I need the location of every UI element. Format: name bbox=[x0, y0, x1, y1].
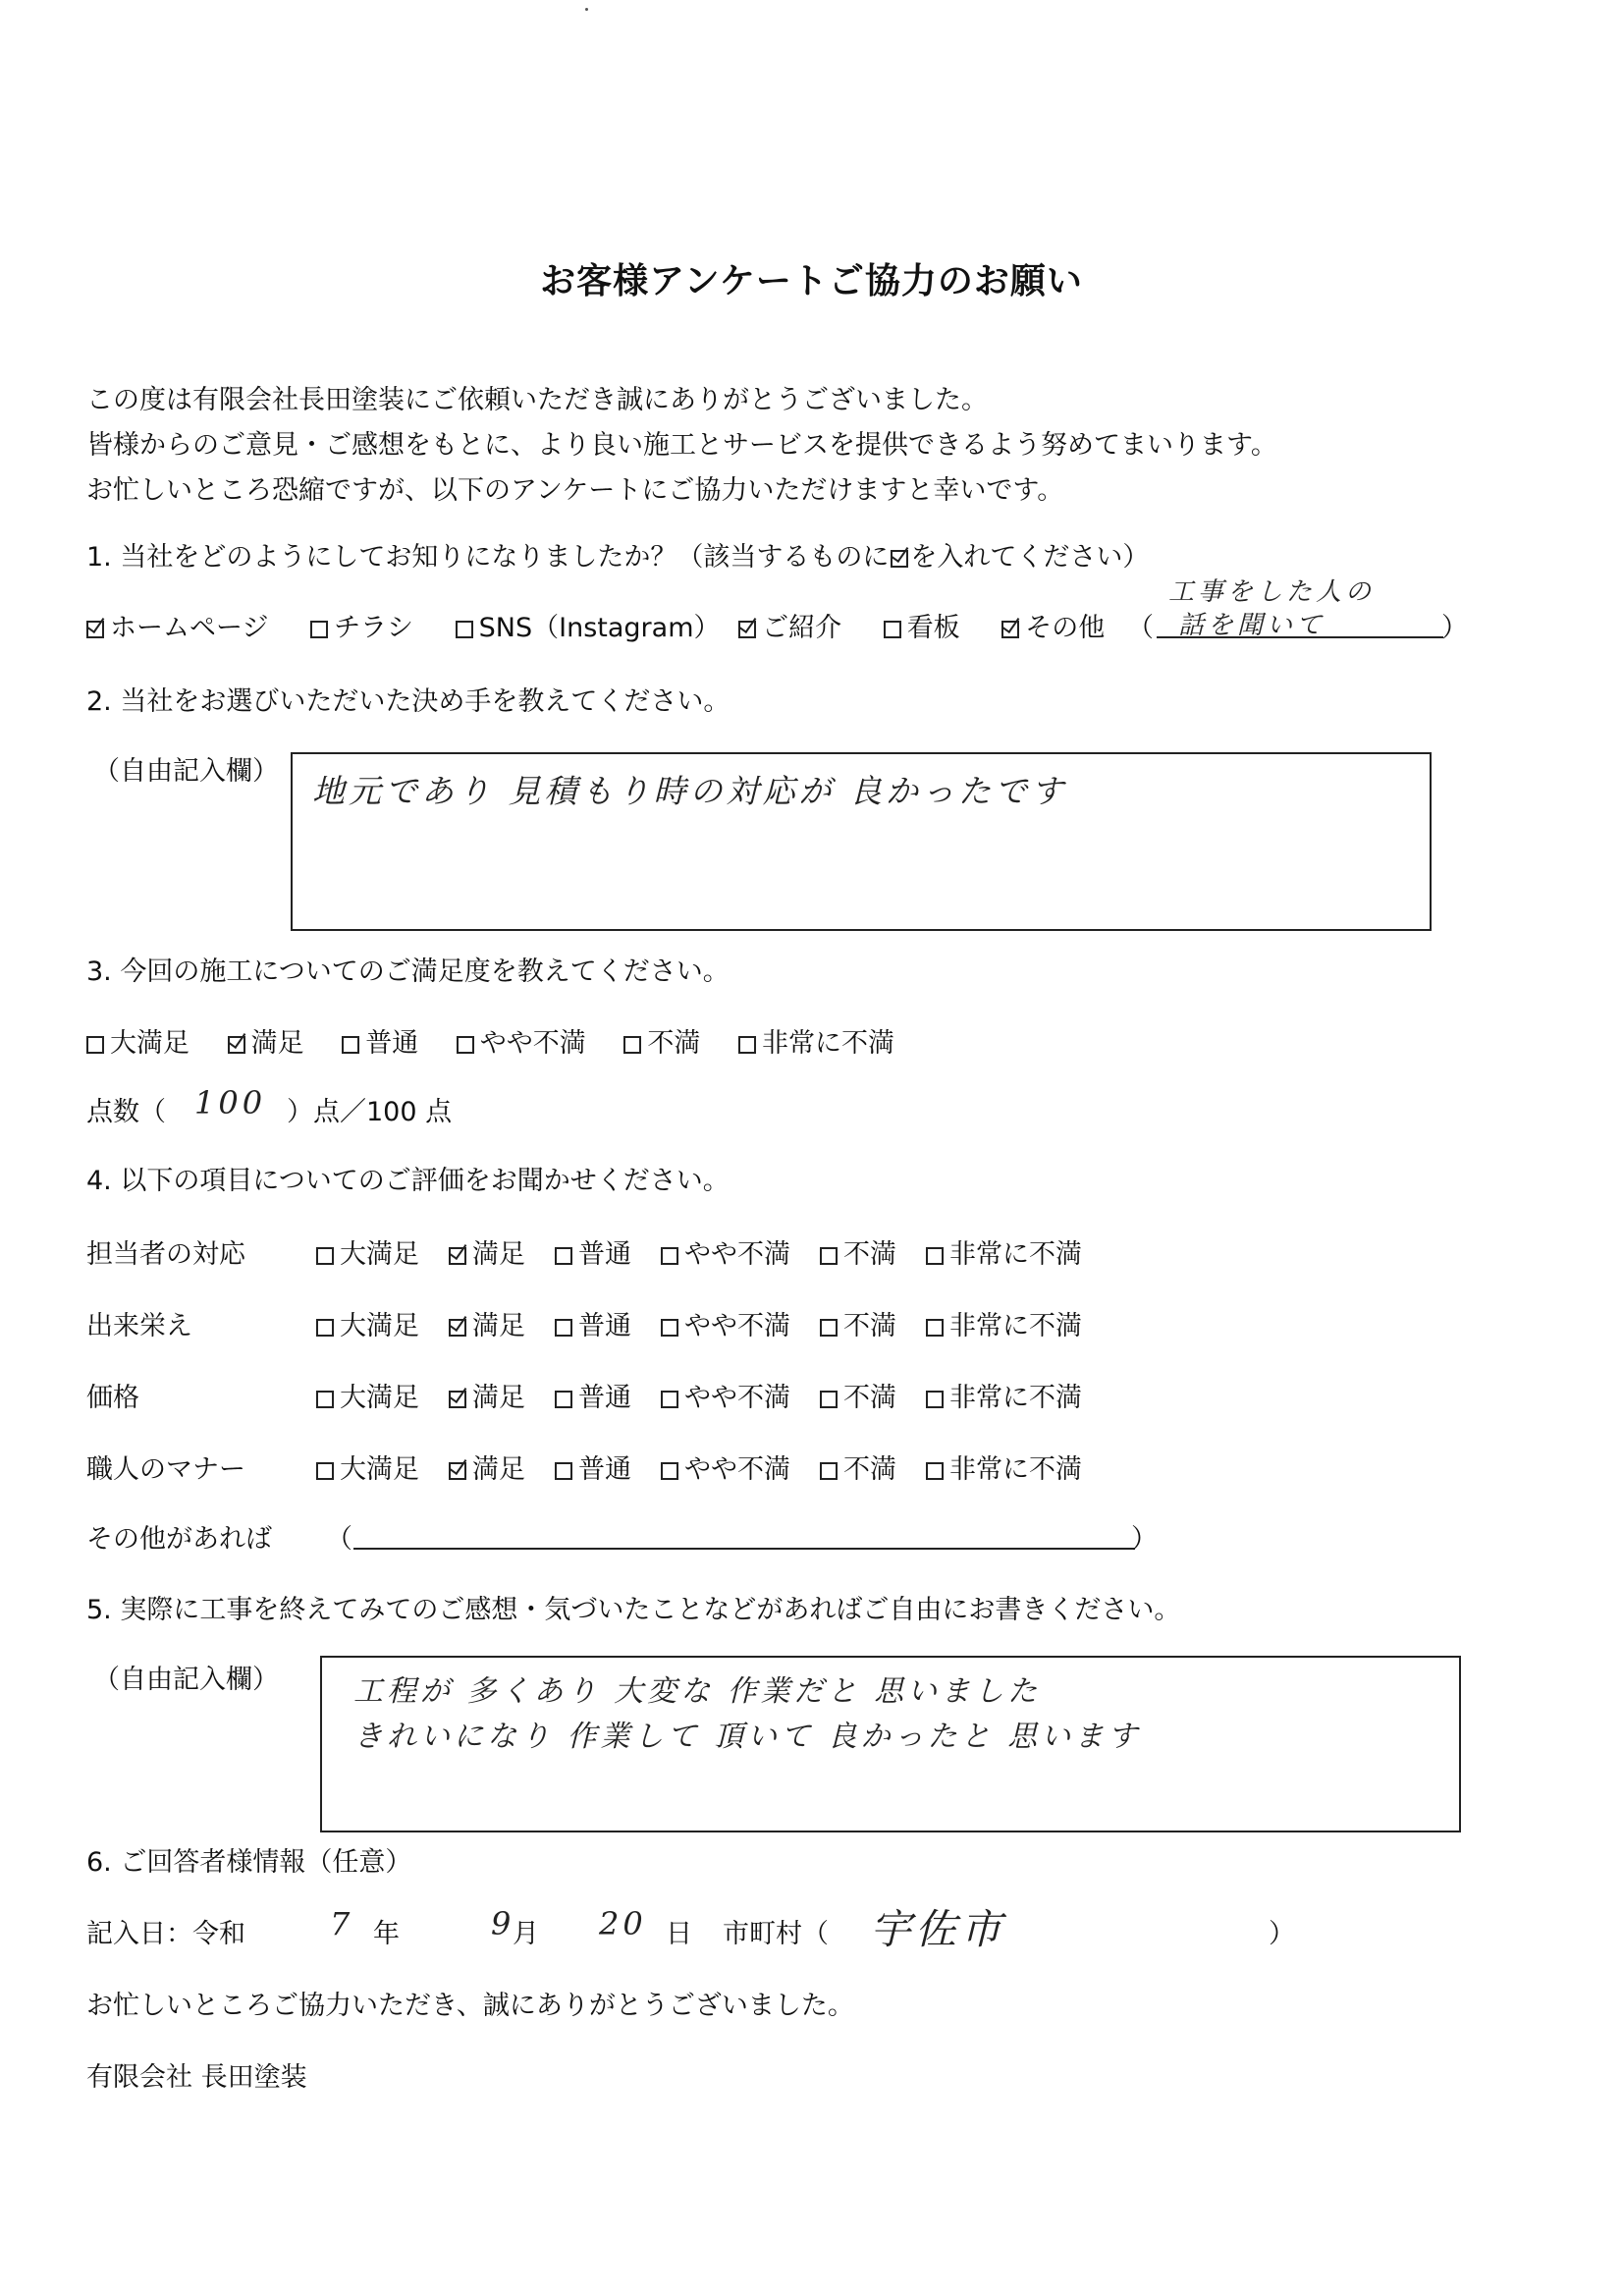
checkbox-icon[interactable] bbox=[449, 1462, 466, 1480]
q3-options bbox=[86, 1021, 894, 1060]
question-4: 4. 以下の項目についてのご評価をお聞かせください。 bbox=[86, 1166, 730, 1196]
checkbox-icon[interactable] bbox=[457, 1036, 474, 1054]
option-label: やや不満 bbox=[479, 1028, 586, 1059]
option-label: 非常に不満 bbox=[949, 1383, 1082, 1413]
rating-satisfied[interactable] bbox=[449, 1304, 525, 1342]
checkbox-icon bbox=[891, 550, 908, 568]
q4-row-staff bbox=[316, 1232, 1082, 1271]
intro-line-2: 皆様からのご意見・ご感想をもとに、より良い施工とサービスを提供できるよう努めてまいります。 bbox=[86, 430, 1277, 461]
checkbox-icon[interactable] bbox=[820, 1462, 838, 1480]
intro-line-1: この度は有限会社長田塗装にご依頼いただき誠にありがとうございました。 bbox=[86, 385, 988, 415]
rating-dissatisfied[interactable] bbox=[820, 1448, 896, 1486]
option-label: 不満 bbox=[843, 1454, 896, 1485]
q4-row-label: 価格 bbox=[86, 1383, 139, 1413]
q1-options bbox=[86, 606, 1105, 644]
checkbox-icon[interactable] bbox=[342, 1036, 359, 1054]
q1-other-handwritten-1: 工事をした人の bbox=[1168, 577, 1376, 607]
q4-row-label: 出来栄え bbox=[86, 1311, 192, 1341]
checkbox-icon[interactable] bbox=[228, 1036, 245, 1054]
checkbox-icon[interactable] bbox=[926, 1247, 944, 1265]
rating-normal[interactable] bbox=[555, 1376, 631, 1414]
rating-very-satisfied[interactable] bbox=[316, 1376, 419, 1414]
rating-satisfied[interactable] bbox=[449, 1232, 525, 1271]
option-label: ホームページ bbox=[110, 613, 269, 643]
q4-row-label: 職人のマナー bbox=[86, 1454, 245, 1485]
checkbox-icon[interactable] bbox=[86, 1036, 104, 1054]
question-5: 5. 実際に工事を終えてみてのご感想・気づいたことなどがあればご自由にお書きください。 bbox=[86, 1595, 1181, 1625]
q6-month-value[interactable]: 9 bbox=[491, 1905, 515, 1942]
q2-field-label: （自由記入欄） bbox=[93, 756, 279, 787]
checkbox-icon[interactable] bbox=[449, 1319, 466, 1337]
rating-slightly-dissatisfied[interactable] bbox=[661, 1232, 790, 1271]
option-label: 非常に不満 bbox=[949, 1239, 1082, 1270]
q3-score-prefix: 点数（ bbox=[86, 1097, 166, 1127]
option-label: 普通 bbox=[578, 1383, 631, 1413]
q6-day-unit: 日 bbox=[666, 1919, 692, 1949]
q5-field-label: （自由記入欄） bbox=[93, 1665, 279, 1695]
q1-option-signboard[interactable] bbox=[884, 606, 960, 644]
option-label: やや不満 bbox=[684, 1454, 790, 1485]
rating-slightly-dissatisfied[interactable] bbox=[661, 1448, 790, 1486]
option-label: 看板 bbox=[906, 613, 960, 643]
q3-score-value[interactable]: 100 bbox=[194, 1084, 267, 1121]
option-label: 大満足 bbox=[340, 1239, 419, 1270]
checkbox-icon[interactable] bbox=[555, 1247, 572, 1265]
checkbox-icon[interactable] bbox=[456, 621, 473, 638]
option-label: 不満 bbox=[647, 1028, 701, 1059]
option-label: 不満 bbox=[843, 1239, 896, 1270]
checkbox-icon[interactable] bbox=[926, 1462, 944, 1480]
option-label: 大満足 bbox=[340, 1454, 419, 1485]
checkbox-icon[interactable] bbox=[820, 1391, 838, 1408]
option-label: 満足 bbox=[250, 1028, 304, 1059]
q3-option-very-dissatisfied[interactable] bbox=[738, 1021, 894, 1060]
checkbox-icon[interactable] bbox=[449, 1391, 466, 1408]
checkbox-icon[interactable] bbox=[449, 1247, 466, 1265]
checkbox-icon[interactable] bbox=[316, 1319, 334, 1337]
intro-line-3: お忙しいところ恐縮ですが、以下のアンケートにご協力いただけますと幸いです。 bbox=[86, 475, 1064, 506]
q3-score-suffix: ）点／100 点 bbox=[287, 1097, 453, 1127]
option-label: 不満 bbox=[843, 1383, 896, 1413]
checkbox-icon[interactable] bbox=[555, 1462, 572, 1480]
q4-row-finish bbox=[316, 1304, 1082, 1342]
q1-other-handwritten-2: 話を聞いて bbox=[1178, 611, 1326, 640]
checkbox-icon[interactable] bbox=[555, 1391, 572, 1408]
option-label: 満足 bbox=[472, 1454, 525, 1485]
q1-other-paren-close: ） bbox=[1441, 613, 1468, 643]
q4-other-paren-close: ） bbox=[1131, 1524, 1158, 1555]
option-label: 大満足 bbox=[340, 1383, 419, 1413]
checkbox-icon[interactable] bbox=[1001, 621, 1019, 638]
q4-row-label: 担当者の対応 bbox=[86, 1239, 245, 1270]
rating-dissatisfied[interactable] bbox=[820, 1304, 896, 1342]
scan-speck bbox=[585, 8, 588, 11]
checkbox-icon[interactable] bbox=[310, 621, 328, 638]
q4-other-paren-open: （ bbox=[326, 1524, 352, 1555]
checkbox-icon[interactable] bbox=[884, 621, 901, 638]
rating-normal[interactable] bbox=[555, 1232, 631, 1271]
option-label: 普通 bbox=[365, 1028, 419, 1059]
q6-month-unit: 月 bbox=[513, 1919, 539, 1949]
option-label: 普通 bbox=[578, 1454, 631, 1485]
checkbox-icon[interactable] bbox=[926, 1391, 944, 1408]
q1-option-sns[interactable] bbox=[456, 606, 721, 644]
option-label: 非常に不満 bbox=[761, 1028, 894, 1059]
rating-satisfied[interactable] bbox=[449, 1376, 525, 1414]
q5-answer-line-1: 工程が 多くあり 大変な 作業だと 思いました bbox=[353, 1674, 1042, 1709]
q6-year-value[interactable]: 7 bbox=[330, 1905, 354, 1942]
q1-option-flyer[interactable] bbox=[310, 606, 413, 644]
checkbox-icon[interactable] bbox=[661, 1319, 678, 1337]
option-label: 大満足 bbox=[110, 1028, 189, 1059]
q6-date-label: 記入日：令和 bbox=[86, 1919, 245, 1949]
question-1 bbox=[86, 535, 1149, 574]
checkbox-icon[interactable] bbox=[820, 1319, 838, 1337]
checkbox-icon[interactable] bbox=[661, 1462, 678, 1480]
q6-city-label: 市町村（ bbox=[723, 1919, 829, 1949]
q4-row-price bbox=[316, 1376, 1082, 1414]
q6-city-value[interactable]: 宇佐市 bbox=[870, 1905, 1006, 1953]
q1-option-referral[interactable] bbox=[738, 606, 841, 644]
question-6: 6. ご回答者様情報（任意） bbox=[86, 1847, 412, 1878]
option-label: やや不満 bbox=[684, 1311, 790, 1341]
checkbox-icon[interactable] bbox=[738, 621, 756, 638]
q3-option-satisfied[interactable] bbox=[228, 1021, 304, 1060]
q3-option-dissatisfied[interactable] bbox=[623, 1021, 700, 1060]
rating-very-satisfied[interactable] bbox=[316, 1232, 419, 1271]
rating-normal[interactable] bbox=[555, 1448, 631, 1486]
q4-row-manners bbox=[316, 1448, 1082, 1486]
q1-other-paren-open: （ bbox=[1127, 613, 1154, 643]
checkbox-icon[interactable] bbox=[623, 1036, 641, 1054]
q4-other-label: その他があれば bbox=[86, 1524, 272, 1555]
rating-slightly-dissatisfied[interactable] bbox=[661, 1304, 790, 1342]
checkbox-icon[interactable] bbox=[661, 1247, 678, 1265]
rating-very-satisfied[interactable] bbox=[316, 1304, 419, 1342]
checkbox-icon[interactable] bbox=[661, 1391, 678, 1408]
option-label: 満足 bbox=[472, 1311, 525, 1341]
option-label: 満足 bbox=[472, 1239, 525, 1270]
option-label: 普通 bbox=[578, 1311, 631, 1341]
option-label: やや不満 bbox=[684, 1239, 790, 1270]
question-3: 3. 今回の施工についてのご満足度を教えてください。 bbox=[86, 957, 730, 987]
q6-city-paren-close: ） bbox=[1269, 1919, 1295, 1949]
checkbox-icon[interactable] bbox=[820, 1247, 838, 1265]
page-title: お客様アンケートご協力のお願い bbox=[540, 261, 1083, 301]
option-label: 満足 bbox=[472, 1383, 525, 1413]
checkbox-icon[interactable] bbox=[316, 1462, 334, 1480]
checkbox-icon[interactable] bbox=[316, 1247, 334, 1265]
rating-normal[interactable] bbox=[555, 1304, 631, 1342]
option-label: やや不満 bbox=[684, 1383, 790, 1413]
closing-message: お忙しいところご協力いただき、誠にありがとうございました。 bbox=[86, 1991, 854, 2021]
rating-very-satisfied[interactable] bbox=[316, 1448, 419, 1486]
option-label: 普通 bbox=[578, 1239, 631, 1270]
question-1-text-end: を入れてください） bbox=[910, 542, 1150, 573]
q5-answer-line-2: きれいになり 作業して 頂いて 良かったと 思います bbox=[353, 1720, 1142, 1754]
rating-very-dissatisfied[interactable] bbox=[926, 1232, 1082, 1271]
option-label: チラシ bbox=[334, 613, 414, 643]
checkbox-icon[interactable] bbox=[555, 1319, 572, 1337]
checkbox-icon[interactable] bbox=[86, 621, 104, 638]
option-label: その他 bbox=[1025, 613, 1106, 643]
q3-option-very-satisfied[interactable] bbox=[86, 1021, 189, 1060]
option-label: SNS（Instagram） bbox=[478, 613, 721, 643]
rating-slightly-dissatisfied[interactable] bbox=[661, 1376, 790, 1414]
option-label: 非常に不満 bbox=[949, 1454, 1082, 1485]
rating-dissatisfied[interactable] bbox=[820, 1376, 896, 1414]
q1-option-homepage[interactable] bbox=[86, 606, 268, 644]
question-2: 2. 当社をお選びいただいた決め手を教えてください。 bbox=[86, 686, 730, 717]
rating-dissatisfied[interactable] bbox=[820, 1232, 896, 1271]
checkbox-icon[interactable] bbox=[316, 1391, 334, 1408]
checkbox-icon[interactable] bbox=[926, 1319, 944, 1337]
option-label: 不満 bbox=[843, 1311, 896, 1341]
rating-satisfied[interactable] bbox=[449, 1448, 525, 1486]
q2-answer-text: 地元であり 見積もり時の対応が 良かったです bbox=[312, 772, 1067, 810]
q3-option-normal[interactable] bbox=[342, 1021, 418, 1060]
q3-option-slightly-dissatisfied[interactable] bbox=[457, 1021, 586, 1060]
q6-day-value[interactable]: 20 bbox=[599, 1905, 647, 1942]
rating-very-dissatisfied[interactable] bbox=[926, 1376, 1082, 1414]
rating-very-dissatisfied[interactable] bbox=[926, 1304, 1082, 1342]
rating-very-dissatisfied[interactable] bbox=[926, 1448, 1082, 1486]
q4-other-input-line[interactable] bbox=[353, 1548, 1135, 1550]
option-label: ご紹介 bbox=[762, 613, 842, 643]
q1-option-other[interactable] bbox=[1001, 606, 1105, 644]
checkbox-icon[interactable] bbox=[738, 1036, 756, 1054]
option-label: 大満足 bbox=[340, 1311, 419, 1341]
company-name: 有限会社 長田塗装 bbox=[86, 2062, 307, 2093]
option-label: 非常に不満 bbox=[949, 1311, 1082, 1341]
question-1-text: 1. 当社をどのようにしてお知りになりましたか？（該当するものに bbox=[86, 542, 890, 573]
q6-year-unit: 年 bbox=[373, 1919, 400, 1949]
